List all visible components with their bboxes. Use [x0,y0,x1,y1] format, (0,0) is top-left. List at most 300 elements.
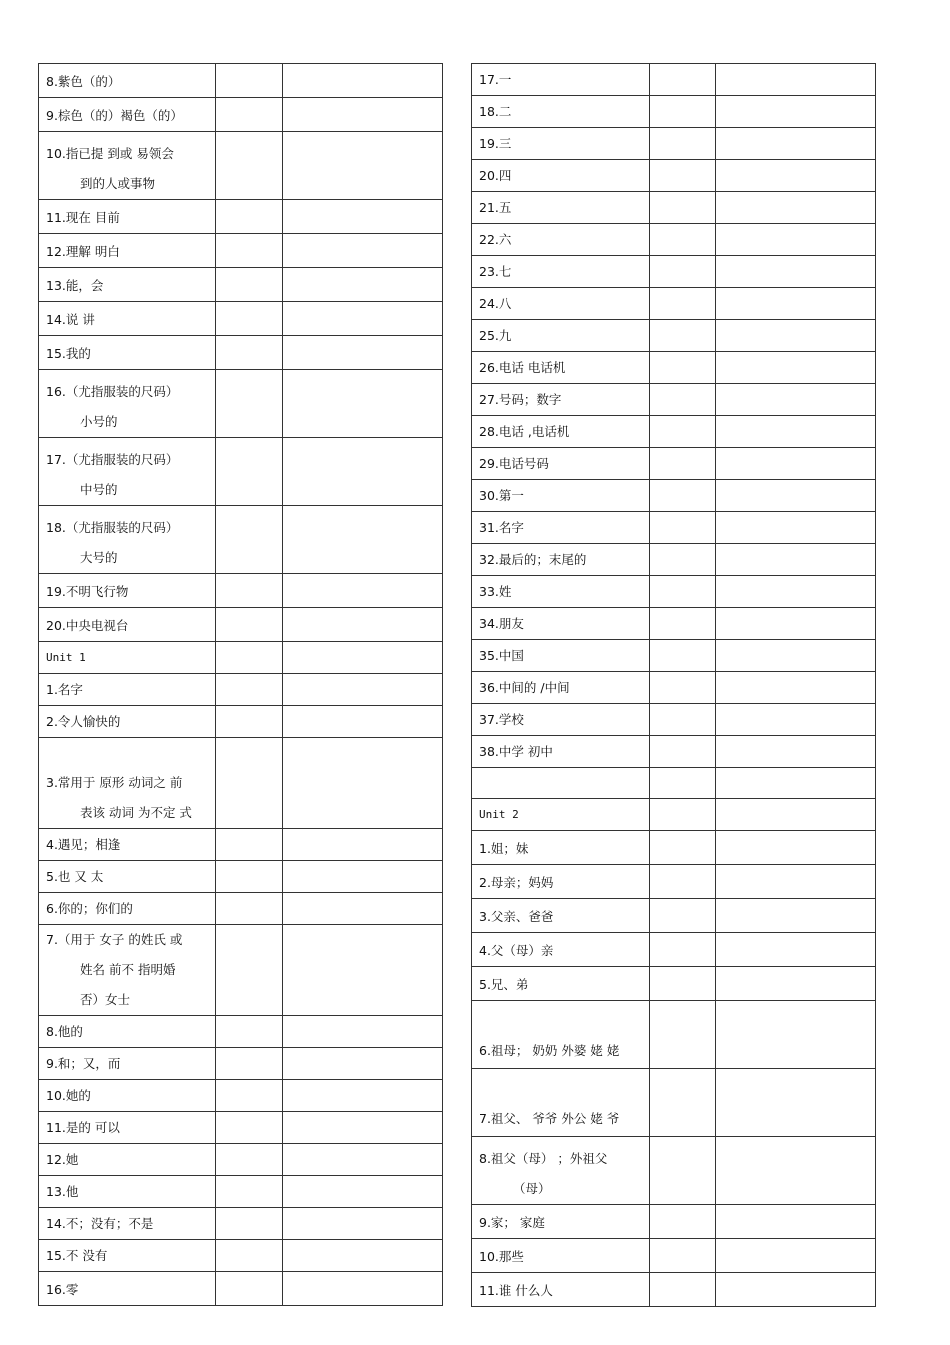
answer-cell-english[interactable] [650,799,716,831]
answer-cell-english[interactable] [216,1176,283,1208]
answer-cell-extra[interactable] [283,861,443,893]
chinese-term [472,320,650,352]
vocab-row [39,829,443,861]
term-line: 17.一 [479,72,512,87]
answer-cell-english[interactable] [216,1016,283,1048]
answer-cell-english[interactable] [216,738,283,829]
answer-cell-english[interactable] [650,1273,716,1307]
term-line: 1.姐；妹 [479,841,529,856]
term-line: 5.也 又 太 [46,869,104,884]
answer-cell-english[interactable] [650,768,716,799]
answer-cell-extra[interactable] [716,192,876,224]
chinese-term [472,544,650,576]
term-line: 2.母亲；妈妈 [479,875,554,890]
chinese-term [39,370,216,438]
vocab-row [39,1272,443,1306]
answer-cell-english[interactable] [650,480,716,512]
term-line: 大号的 [80,550,118,565]
vocab-row [472,1239,876,1273]
term-line: 15.我的 [46,346,91,361]
answer-cell-english[interactable] [650,1001,716,1069]
answer-cell-english[interactable] [650,64,716,96]
vocab-row [39,506,443,574]
term-line: 37.学校 [479,712,524,727]
term-line: 8.他的 [46,1024,83,1039]
answer-cell-english[interactable] [650,1137,716,1205]
vocab-row [472,736,876,768]
answer-cell-extra[interactable] [283,64,443,98]
unit-label [472,799,650,831]
answer-cell-extra[interactable] [716,160,876,192]
chinese-term [39,1016,216,1048]
answer-cell-english[interactable] [216,234,283,268]
answer-cell-extra[interactable] [716,576,876,608]
answer-cell-english[interactable] [650,899,716,933]
answer-cell-extra[interactable] [716,1239,876,1273]
term-line: 14.不；没有；不是 [46,1216,154,1231]
term-line: 12.她 [46,1152,79,1167]
answer-cell-extra[interactable] [283,1048,443,1080]
answer-cell-extra[interactable] [716,1001,876,1069]
answer-cell-english[interactable] [216,1240,283,1272]
chinese-term [472,64,650,96]
answer-cell-extra[interactable] [716,64,876,96]
answer-cell-extra[interactable] [283,1016,443,1048]
term-line: 16.（尤指服装的尺码） [46,384,179,399]
vocab-row [39,1144,443,1176]
term-line: 23.七 [479,264,512,279]
answer-cell-extra[interactable] [716,128,876,160]
term-line: 8.紫色（的） [46,74,121,89]
chinese-term [39,302,216,336]
term-line: 11.现在 目前 [46,210,120,225]
answer-cell-english[interactable] [216,506,283,574]
chinese-term [39,268,216,302]
chinese-term [39,438,216,506]
chinese-term [39,861,216,893]
answer-cell-extra[interactable] [283,200,443,234]
answer-cell-english[interactable] [650,96,716,128]
chinese-term [472,384,650,416]
vocab-row [472,256,876,288]
vocab-row [472,1069,876,1137]
chinese-term [472,672,650,704]
chinese-term [472,480,650,512]
chinese-term [472,831,650,865]
answer-cell-english[interactable] [216,861,283,893]
chinese-term [39,674,216,706]
chinese-term [39,336,216,370]
answer-cell-extra[interactable] [716,1205,876,1239]
term-line: 10.那些 [479,1249,524,1264]
term-line: 21.五 [479,200,512,215]
chinese-term [472,192,650,224]
term-line: 18.（尤指服装的尺码） [46,520,179,535]
term-line: 9.家； 家庭 [479,1215,545,1230]
chinese-term [39,1080,216,1112]
answer-cell-extra[interactable] [283,506,443,574]
vocab-row [472,416,876,448]
answer-cell-english[interactable] [216,370,283,438]
answer-cell-extra[interactable] [283,98,443,132]
vocab-row [39,608,443,642]
chinese-term [472,640,650,672]
answer-cell-extra[interactable] [716,704,876,736]
chinese-term [472,160,650,192]
answer-cell-english[interactable] [216,574,283,608]
term-line: 13.他 [46,1184,79,1199]
unit-heading-row [472,799,876,831]
answer-cell-extra[interactable] [716,933,876,967]
vocab-row [472,512,876,544]
chinese-term [39,506,216,574]
chinese-term [39,1112,216,1144]
vocab-row [472,224,876,256]
vocab-row [39,336,443,370]
answer-cell-english[interactable] [216,132,283,200]
vocab-row [39,1080,443,1112]
vocab-row [472,608,876,640]
answer-cell-extra[interactable] [716,352,876,384]
vocab-row [472,1137,876,1205]
answer-cell-english[interactable] [650,967,716,1001]
chinese-term [472,736,650,768]
answer-cell-english[interactable] [216,706,283,738]
answer-cell-english[interactable] [650,831,716,865]
chinese-term [39,706,216,738]
vocab-row [472,544,876,576]
vocab-row [39,302,443,336]
answer-cell-extra[interactable] [283,132,443,200]
term-line: 30.第一 [479,488,524,503]
answer-cell-english[interactable] [216,1272,283,1306]
answer-cell-extra[interactable] [716,865,876,899]
answer-cell-english[interactable] [216,268,283,302]
term-line: 8.祖父（母） ；外祖父 [479,1151,608,1166]
vocab-row [472,288,876,320]
answer-cell-english[interactable] [216,1208,283,1240]
answer-cell-english[interactable] [216,64,283,98]
answer-cell-english[interactable] [650,736,716,768]
vocab-row [472,865,876,899]
term-line: 19.三 [479,136,512,151]
term-line: 16.零 [46,1282,79,1297]
chinese-term [472,128,650,160]
answer-cell-english[interactable] [650,640,716,672]
term-line: 31.名字 [479,520,524,535]
vocab-row [472,704,876,736]
answer-cell-extra[interactable] [716,1069,876,1137]
vocab-row [39,706,443,738]
answer-cell-extra[interactable] [283,336,443,370]
vocab-row [472,192,876,224]
answer-cell-extra[interactable] [283,893,443,925]
unit-heading-row [39,642,443,674]
term-line: 36.中间的 /中间 [479,680,570,695]
term-line: 3.常用于 原形 动词之 前 [46,775,183,790]
term-line: 小号的 [80,414,118,429]
chinese-term [39,925,216,1016]
term-line: 到的人或事物 [80,176,156,191]
answer-cell-extra[interactable] [716,288,876,320]
chinese-term [39,608,216,642]
answer-cell-extra[interactable] [716,480,876,512]
answer-cell-english[interactable] [650,192,716,224]
chinese-term [472,608,650,640]
answer-cell-extra[interactable] [283,370,443,438]
term-line: 13.能，会 [46,278,104,293]
answer-cell-extra[interactable] [283,829,443,861]
vocab-row [39,893,443,925]
answer-cell-english[interactable] [216,1144,283,1176]
answer-cell-extra[interactable] [283,1112,443,1144]
chinese-term [39,829,216,861]
vocab-row [39,1176,443,1208]
answer-cell-extra[interactable] [283,438,443,506]
term-line: 10.她的 [46,1088,91,1103]
answer-cell-extra[interactable] [716,416,876,448]
vocab-row [39,574,443,608]
term-line: 9.和；又，而 [46,1056,121,1071]
chinese-term [472,865,650,899]
answer-cell-extra[interactable] [283,706,443,738]
answer-cell-english[interactable] [650,672,716,704]
answer-cell-extra[interactable] [716,967,876,1001]
vocab-row [472,899,876,933]
term-line: 34.朋友 [479,616,524,631]
answer-cell-english[interactable] [216,925,283,1016]
term-line: 否）女士 [80,992,131,1007]
answer-cell-english[interactable] [216,1048,283,1080]
chinese-term [472,704,650,736]
term-line: 32.最后的；末尾的 [479,552,587,567]
answer-cell-english[interactable] [650,1205,716,1239]
vocab-row [472,128,876,160]
term-line: Unit 2 [479,808,519,821]
chinese-term [39,738,216,829]
term-line: 11.谁 什么人 [479,1283,553,1298]
answer-cell-extra[interactable] [716,736,876,768]
term-line: Unit 1 [46,651,86,664]
answer-cell-extra[interactable] [283,1080,443,1112]
chinese-term [472,256,650,288]
chinese-term [39,98,216,132]
answer-cell-extra[interactable] [283,1176,443,1208]
chinese-term [472,1001,650,1069]
answer-cell-english[interactable] [216,608,283,642]
vocab-row [472,1273,876,1307]
answer-cell-extra[interactable] [283,574,443,608]
answer-cell-extra[interactable] [283,925,443,1016]
answer-cell-english[interactable] [650,933,716,967]
vocab-row [472,96,876,128]
chinese-term [472,967,650,1001]
vocab-row [39,200,443,234]
answer-cell-extra[interactable] [716,1137,876,1205]
vocab-row [472,64,876,96]
answer-cell-english[interactable] [650,256,716,288]
answer-cell-english[interactable] [216,438,283,506]
term-line: 姓名 前不 指明婚 [80,962,176,977]
chinese-term [39,200,216,234]
term-line: 7.祖父、 爷爷 外公 姥 爷 [479,1111,620,1126]
answer-cell-extra[interactable] [716,640,876,672]
term-line: 12.理解 明白 [46,244,120,259]
chinese-term [472,576,650,608]
vocab-row [472,640,876,672]
answer-cell-english[interactable] [650,128,716,160]
term-line: 6.祖母； 奶奶 外婆 姥 姥 [479,1043,620,1058]
term-line: 29.电话号码 [479,456,549,471]
chinese-term [472,96,650,128]
answer-cell-english[interactable] [650,448,716,480]
answer-cell-extra[interactable] [283,1240,443,1272]
answer-cell-extra[interactable] [716,448,876,480]
chinese-term [472,1273,650,1307]
vocab-row [39,925,443,1016]
vocab-row [472,448,876,480]
vocab-row [472,768,876,799]
vocab-row [472,480,876,512]
answer-cell-extra[interactable] [716,96,876,128]
chinese-term [39,64,216,98]
term-line: 20.中央电视台 [46,618,129,633]
vocab-row [472,576,876,608]
term-line: 15.不 没有 [46,1248,108,1263]
answer-cell-english[interactable] [216,893,283,925]
answer-cell-extra[interactable] [716,256,876,288]
chinese-term [39,1240,216,1272]
term-line: 33.姓 [479,584,512,599]
term-line: 1.名字 [46,682,83,697]
answer-cell-extra[interactable] [283,608,443,642]
answer-cell-extra[interactable] [716,768,876,799]
term-line: 7.（用于 女子 的姓氏 或 [46,932,183,947]
term-line: 中号的 [80,482,118,497]
chinese-term [39,1144,216,1176]
answer-cell-extra[interactable] [283,1208,443,1240]
term-line: 4.遇见；相逢 [46,837,121,852]
vocab-table-left [38,63,443,1306]
vocab-row [39,738,443,829]
chinese-term [472,933,650,967]
vocab-row [39,132,443,200]
answer-cell-english[interactable] [650,352,716,384]
answer-cell-english[interactable] [216,674,283,706]
answer-cell-extra[interactable] [716,799,876,831]
chinese-term [39,132,216,200]
answer-cell-english[interactable] [216,642,283,674]
vocab-row [39,268,443,302]
answer-cell-extra[interactable] [283,234,443,268]
answer-cell-extra[interactable] [716,1273,876,1307]
answer-cell-english[interactable] [650,544,716,576]
answer-cell-extra[interactable] [283,1272,443,1306]
answer-cell-extra[interactable] [283,674,443,706]
vocab-row [472,831,876,865]
answer-cell-english[interactable] [650,288,716,320]
term-line: 22.六 [479,232,512,247]
vocab-row [472,384,876,416]
term-line: 28.电话 ,电话机 [479,424,570,439]
term-line: 10.指已提 到或 易领会 [46,146,174,161]
chinese-term [472,1239,650,1273]
vocab-row [39,1112,443,1144]
term-line: 19.不明飞行物 [46,584,129,599]
vocab-row [39,64,443,98]
answer-cell-extra[interactable] [716,512,876,544]
answer-cell-english[interactable] [650,384,716,416]
answer-cell-extra[interactable] [716,831,876,865]
answer-cell-english[interactable] [650,1239,716,1273]
answer-cell-english[interactable] [216,1080,283,1112]
answer-cell-english[interactable] [650,1069,716,1137]
vocab-row [472,352,876,384]
chinese-term [39,1176,216,1208]
vocab-row [39,1208,443,1240]
chinese-term [39,893,216,925]
answer-cell-extra[interactable] [283,302,443,336]
answer-cell-extra[interactable] [716,544,876,576]
chinese-term [472,1137,650,1205]
answer-cell-extra[interactable] [716,608,876,640]
answer-cell-english[interactable] [216,1112,283,1144]
vocab-row [39,861,443,893]
answer-cell-english[interactable] [650,416,716,448]
term-line: 6.你的；你们的 [46,901,133,916]
vocab-row [39,1240,443,1272]
chinese-term [472,899,650,933]
term-line: 24.八 [479,296,512,311]
answer-cell-extra[interactable] [283,642,443,674]
vocab-row [39,234,443,268]
answer-cell-english[interactable] [216,302,283,336]
answer-cell-english[interactable] [216,336,283,370]
chinese-term [472,448,650,480]
answer-cell-english[interactable] [650,865,716,899]
answer-cell-extra[interactable] [283,738,443,829]
answer-cell-extra[interactable] [283,1144,443,1176]
answer-cell-english[interactable] [650,160,716,192]
answer-cell-extra[interactable] [716,899,876,933]
answer-cell-extra[interactable] [716,320,876,352]
chinese-term [472,512,650,544]
vocab-row [472,1205,876,1239]
term-line: 9.棕色（的）褐色（的） [46,108,183,123]
answer-cell-english[interactable] [650,608,716,640]
term-line: 2.令人愉快的 [46,714,121,729]
answer-cell-english[interactable] [650,512,716,544]
term-line: 11.是的 可以 [46,1120,120,1135]
answer-cell-extra[interactable] [716,672,876,704]
answer-cell-english[interactable] [216,200,283,234]
answer-cell-extra[interactable] [716,224,876,256]
term-line: 3.父亲、爸爸 [479,909,554,924]
answer-cell-english[interactable] [650,704,716,736]
chinese-term [39,234,216,268]
answer-cell-english[interactable] [650,320,716,352]
answer-cell-english[interactable] [216,98,283,132]
vocab-row [472,160,876,192]
answer-cell-english[interactable] [650,224,716,256]
answer-cell-extra[interactable] [716,384,876,416]
answer-cell-english[interactable] [650,576,716,608]
chinese-term [472,352,650,384]
answer-cell-extra[interactable] [283,268,443,302]
answer-cell-english[interactable] [216,829,283,861]
vocab-row [39,438,443,506]
term-line: 26.电话 电话机 [479,360,566,375]
